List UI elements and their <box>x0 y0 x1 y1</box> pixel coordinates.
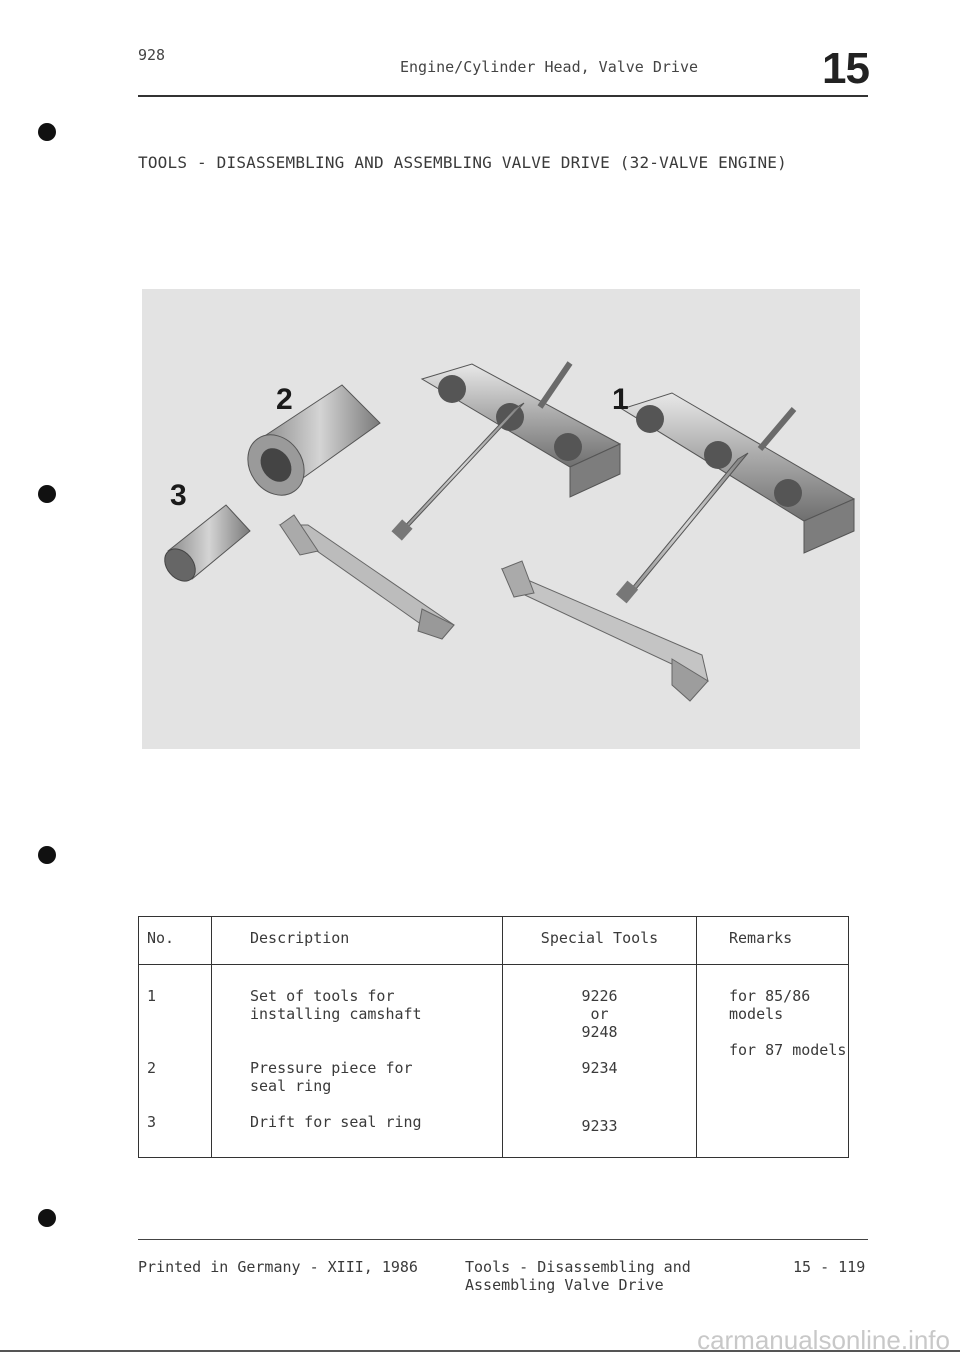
binder-hole <box>38 1209 56 1227</box>
callout-3: 3 <box>170 479 187 512</box>
table-row <box>139 1113 849 1158</box>
row-special-tool: 9226 <box>581 987 618 1005</box>
header-section-title: Engine/Cylinder Head, Valve Drive <box>400 58 699 76</box>
tools-photo <box>142 289 860 749</box>
header-section-number: 15 <box>822 44 869 93</box>
pressure-piece <box>236 385 380 506</box>
row-description: Drift for seal ring <box>250 1113 422 1131</box>
col-header-no: No. <box>139 917 212 965</box>
watermark: carmanualsonline.info <box>697 1325 950 1355</box>
footer-page-number: 15 - 119 <box>793 1258 866 1276</box>
row-special-tool: 9233 <box>581 1117 618 1135</box>
header-model: 928 <box>138 46 166 64</box>
footer-topic-line: Tools - Disassembling and <box>465 1258 691 1276</box>
row-special-tool: 9248 <box>581 1023 618 1041</box>
footer-topic-line: Assembling Valve Drive <box>465 1276 664 1294</box>
callout-2: 2 <box>276 383 293 416</box>
tools-illustration <box>142 289 860 749</box>
hook-wrench-left <box>280 515 454 639</box>
row-description: installing camshaft <box>250 1005 422 1023</box>
row-description: Pressure piece for <box>250 1059 413 1077</box>
row-description: seal ring <box>250 1077 332 1095</box>
binder-hole <box>38 123 56 141</box>
camshaft-tool-right <box>616 393 854 603</box>
special-tools-table <box>138 916 849 1158</box>
footer-rule <box>138 1239 868 1240</box>
row-number: 1 <box>147 987 157 1005</box>
table-row <box>139 1059 849 1113</box>
row-number: 2 <box>147 1059 157 1077</box>
col-header-remarks: Remarks <box>697 917 849 965</box>
row-number: 3 <box>147 1113 157 1131</box>
col-header-special-tools: Special Tools <box>503 917 697 965</box>
header-rule <box>138 95 868 97</box>
table-row <box>139 965 849 1060</box>
camshaft-tool-left <box>391 363 620 541</box>
footer-topic <box>465 1258 691 1294</box>
row-special-tool: or <box>590 1005 609 1023</box>
drift <box>158 505 250 587</box>
table-header-row <box>139 917 849 965</box>
row-special-tool: 9234 <box>581 1059 618 1077</box>
hook-wrench-right <box>502 561 708 701</box>
row-description: Set of tools for <box>250 987 395 1005</box>
row-remark <box>729 1023 848 1041</box>
row-remark: for 87 models <box>729 1041 847 1059</box>
col-header-description: Description <box>212 917 503 965</box>
row-remark: for 85/86 models <box>729 987 811 1023</box>
binder-hole <box>38 485 56 503</box>
callout-1: 1 <box>612 383 629 416</box>
footer-printed: Printed in Germany - XIII, 1986 <box>138 1258 418 1276</box>
binder-hole <box>38 846 56 864</box>
page-title: TOOLS - DISASSEMBLING AND ASSEMBLING VALVE DRIVE (32-VALVE ENGINE) <box>138 153 787 172</box>
